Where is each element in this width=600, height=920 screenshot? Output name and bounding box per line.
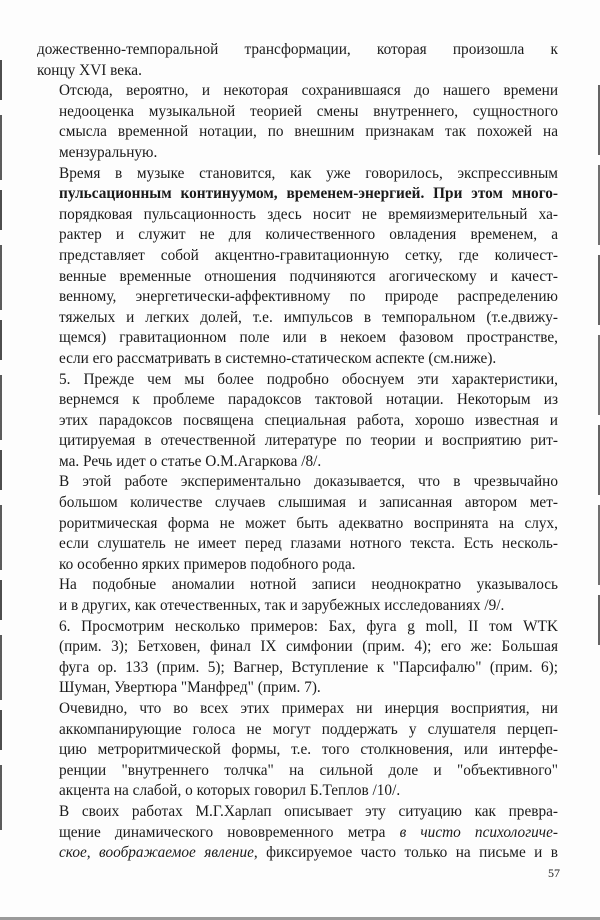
paragraph [37, 802, 558, 864]
text-line: тяжелых и легких долей, т.е. импульсов в темпоральном (т.е.движу- [59, 308, 558, 326]
text-line: (прим. 3); Бетховен, финал IX симфонии (прим. 4); его же: Большая [59, 638, 558, 656]
scan-left-edge-shadow [0, 60, 2, 840]
text-line: цитируемая в отечественной литературе по теории и восприятию рит- [59, 432, 558, 450]
text-line: представляет собой акцентно-гравитационную сетку, где количест- [59, 246, 558, 264]
paragraph [37, 472, 558, 575]
paragraph-section-5 [37, 370, 558, 473]
paragraph-continued [37, 40, 558, 81]
text-line: смысла временной нотации, по внешним признакам так похожей на [59, 123, 558, 141]
text-line: роритмическая форма не может быть адекватно воспринята на слух, [59, 514, 558, 532]
paragraph [37, 164, 558, 370]
text-line: рактер и служит не для количественного овладения временем, а [59, 226, 558, 244]
text-line: На подобные аномалии нотной записи неоднократно указывалось [59, 576, 558, 594]
text-line: ко особенно ярких примеров подобного рода. [59, 555, 356, 573]
text-line: Очевидно, что во всех этих примерах ни инерция восприятия, ни [59, 700, 558, 717]
text-line: вернемся к проблеме парадоксов тактовой нотации. Некоторым из [59, 391, 558, 409]
text-line [37, 843, 558, 864]
text-line: и в других, как отечественных, так и зарубежных исследованиях /9/. [59, 597, 505, 615]
text-line: Отсюда, вероятно, и некоторая сохранившаяся до нашего времени [59, 82, 558, 100]
text-line: В своих работах М.Г.Харлап описывает эту ситуацию как превра- [59, 802, 558, 820]
text-line: мензуральную. [59, 143, 158, 161]
text-line: венному, энергетически-аффективному по природе распределению [59, 288, 558, 306]
page-number: 57 [548, 866, 560, 880]
paragraph [37, 81, 558, 163]
text-line: недооценка музыкальной теорией смены внутреннего, сущностного [59, 102, 558, 120]
text-line: если его рассматривать в системно-статическом аспекте (см.ниже). [59, 349, 497, 367]
text-line: этих парадоксов посвящена специальная работа, хорошо известная и [59, 411, 558, 429]
text-line: концу XVI века. [37, 61, 142, 79]
text-line: акцента на слабой, о которых говорил Б.Теплов /10/. [59, 782, 401, 800]
text-line: Время в музыке становится, как уже говорилось, экспрессивным [59, 164, 558, 182]
text-line: ма. Речь идет о статье О.М.Агаркова /8/. [59, 452, 322, 470]
text-line [37, 823, 558, 844]
text-line: цию метроритмической формы, т.е. того столкновения, или интерфе- [59, 741, 558, 759]
text-line: аккомпанирующие голоса не могут поддержать у слушателя перцеп- [59, 720, 558, 738]
body-text [37, 40, 558, 864]
paragraph [37, 699, 558, 802]
text-line: пульсационным континуумом, временем-энергией. При этом много- [59, 185, 558, 203]
text-run: , фиксируемое часто только на письме и в [253, 844, 558, 862]
text-line: щемся) гравитационном поле или в некоем фазовом пространстве, [59, 329, 558, 347]
text-line: дожественно-темпоральной трансформации, которая произошла к [37, 41, 558, 58]
text-run: щение динамического нововременного метра [59, 823, 386, 841]
text-line: ренции "внутреннего толчка" на сильной доле и "объективного" [59, 761, 558, 779]
text-line: 6. Просмотрим несколько примеров: Бах, фуга g moll, II том WTK [59, 617, 558, 635]
paragraph-section-6 [37, 617, 558, 699]
text-line: Шуман, Увертюра "Манфред" (прим. 7). [59, 679, 321, 697]
italic-emphasis: ское, воображаемое явление [59, 844, 254, 862]
text-line: В этой работе экспериментально доказывается, что в чрезвычайно [59, 473, 558, 491]
text-line: 5. Прежде чем мы более подробно обоснуем эти характеристики, [59, 370, 558, 388]
italic-emphasis: в чисто психологиче- [399, 823, 558, 841]
text-line: большом количестве случаев слышимая и записанная автором мет- [59, 494, 558, 512]
text-line: фуга ор. 133 (прим. 5); Вагнер, Вступление к "Парсифалю" (прим. 6); [59, 658, 558, 676]
text-line: если слушатель не имеет перед глазами нотного текста. Есть несколь- [59, 535, 558, 553]
text-line: венные временные отношения подчиняются агогическому и качест- [59, 267, 558, 285]
paragraph [37, 575, 558, 616]
text-line: порядковая пульсационность здесь носит не времяизмерительный ха- [59, 205, 558, 223]
